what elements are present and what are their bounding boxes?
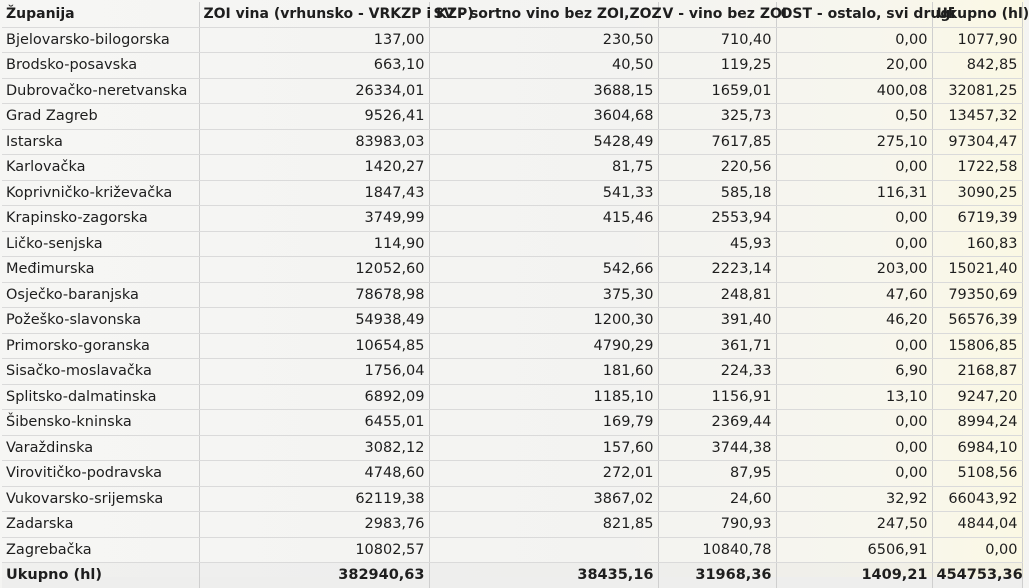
value-cell[interactable]: 137,00 bbox=[199, 27, 429, 53]
county-cell[interactable]: Vukovarsko-srijemska bbox=[2, 486, 199, 512]
value-cell[interactable]: 542,66 bbox=[429, 257, 658, 283]
value-cell[interactable]: 47,60 bbox=[776, 282, 932, 308]
value-cell[interactable]: 46,20 bbox=[776, 308, 932, 334]
value-cell[interactable]: 2983,76 bbox=[199, 512, 429, 538]
value-cell[interactable]: 230,50 bbox=[429, 27, 658, 53]
county-cell[interactable]: Zagrebačka bbox=[2, 537, 199, 563]
value-cell[interactable]: 8994,24 bbox=[932, 410, 1022, 436]
table-row bbox=[2, 435, 1022, 461]
value-cell[interactable]: 1722,58 bbox=[932, 155, 1022, 181]
header-row bbox=[2, 2, 1022, 27]
table-row bbox=[2, 486, 1022, 512]
value-cell[interactable]: 45,93 bbox=[658, 231, 776, 257]
value-cell[interactable]: 3749,99 bbox=[199, 206, 429, 232]
value-cell[interactable]: 160,83 bbox=[932, 231, 1022, 257]
county-cell[interactable]: Istarska bbox=[2, 129, 199, 155]
value-cell[interactable]: 114,90 bbox=[199, 231, 429, 257]
table-row bbox=[2, 384, 1022, 410]
county-cell[interactable]: Međimurska bbox=[2, 257, 199, 283]
value-cell[interactable]: 6455,01 bbox=[199, 410, 429, 436]
value-cell[interactable]: 1659,01 bbox=[658, 78, 776, 104]
table-row bbox=[2, 512, 1022, 538]
value-cell[interactable]: 1156,91 bbox=[658, 384, 776, 410]
county-cell[interactable]: Virovitičko-podravska bbox=[2, 461, 199, 487]
column-header[interactable]: V - vino bez ZOI bbox=[658, 2, 776, 27]
county-cell[interactable]: Brodsko-posavska bbox=[2, 53, 199, 79]
value-cell[interactable]: 203,00 bbox=[776, 257, 932, 283]
value-cell[interactable]: 83983,03 bbox=[199, 129, 429, 155]
value-cell[interactable]: 1185,10 bbox=[429, 384, 658, 410]
wine-production-table bbox=[2, 2, 1029, 588]
value-cell[interactable]: 6719,39 bbox=[932, 206, 1022, 232]
value-cell[interactable] bbox=[429, 231, 658, 257]
value-cell[interactable]: 9247,20 bbox=[932, 384, 1022, 410]
table-row bbox=[2, 27, 1022, 53]
value-cell[interactable]: 2553,94 bbox=[658, 206, 776, 232]
county-cell[interactable]: Grad Zagreb bbox=[2, 104, 199, 130]
table-row bbox=[2, 410, 1022, 436]
value-cell[interactable]: 3090,25 bbox=[932, 180, 1022, 206]
table-row bbox=[2, 461, 1022, 487]
value-cell[interactable]: 400,08 bbox=[776, 78, 932, 104]
value-cell[interactable]: 0,50 bbox=[776, 104, 932, 130]
value-cell[interactable]: 66043,92 bbox=[932, 486, 1022, 512]
value-cell[interactable]: 3744,38 bbox=[658, 435, 776, 461]
value-cell[interactable]: 54938,49 bbox=[199, 308, 429, 334]
value-cell[interactable]: 6,90 bbox=[776, 359, 932, 385]
table-row bbox=[2, 129, 1022, 155]
value-cell[interactable]: 116,31 bbox=[776, 180, 932, 206]
value-cell[interactable]: 1077,90 bbox=[932, 27, 1022, 53]
value-cell[interactable]: 10840,78 bbox=[658, 537, 776, 563]
value-cell[interactable]: 6984,10 bbox=[932, 435, 1022, 461]
county-cell[interactable]: Varaždinska bbox=[2, 435, 199, 461]
column-header[interactable]: Županija bbox=[2, 2, 199, 27]
value-cell[interactable] bbox=[429, 537, 658, 563]
value-cell[interactable]: 275,10 bbox=[776, 129, 932, 155]
county-cell[interactable]: Šibensko-kninska bbox=[2, 410, 199, 436]
table-row bbox=[2, 53, 1022, 79]
value-cell[interactable]: 169,79 bbox=[429, 410, 658, 436]
table-row bbox=[2, 104, 1022, 130]
value-cell[interactable]: 0,00 bbox=[776, 435, 932, 461]
column-header[interactable]: OST - ostalo, svi drugi bbox=[776, 2, 932, 27]
county-cell[interactable]: Splitsko-dalmatinska bbox=[2, 384, 199, 410]
value-cell[interactable]: 0,00 bbox=[776, 461, 932, 487]
value-cell[interactable]: 391,40 bbox=[658, 308, 776, 334]
value-cell[interactable]: 0,00 bbox=[932, 537, 1022, 563]
value-cell[interactable]: 15806,85 bbox=[932, 333, 1022, 359]
value-cell[interactable]: 81,75 bbox=[429, 155, 658, 181]
value-cell[interactable]: 0,00 bbox=[776, 155, 932, 181]
value-cell[interactable]: 3867,02 bbox=[429, 486, 658, 512]
value-cell[interactable]: 5108,56 bbox=[932, 461, 1022, 487]
total-cell[interactable]: 454753,36 bbox=[932, 563, 1022, 588]
county-cell[interactable]: Zadarska bbox=[2, 512, 199, 538]
value-cell[interactable]: 15021,40 bbox=[932, 257, 1022, 283]
value-cell[interactable]: 32081,25 bbox=[932, 78, 1022, 104]
value-cell[interactable]: 40,50 bbox=[429, 53, 658, 79]
table-row bbox=[2, 282, 1022, 308]
value-cell[interactable]: 325,73 bbox=[658, 104, 776, 130]
value-cell[interactable]: 663,10 bbox=[199, 53, 429, 79]
total-cell[interactable]: 382940,63 bbox=[199, 563, 429, 588]
value-cell[interactable]: 541,33 bbox=[429, 180, 658, 206]
value-cell[interactable]: 12052,60 bbox=[199, 257, 429, 283]
value-cell[interactable]: 4790,29 bbox=[429, 333, 658, 359]
value-cell[interactable]: 56576,39 bbox=[932, 308, 1022, 334]
table-row bbox=[2, 231, 1022, 257]
value-cell[interactable]: 3604,68 bbox=[429, 104, 658, 130]
value-cell[interactable]: 710,40 bbox=[658, 27, 776, 53]
county-cell[interactable]: Bjelovarsko-bilogorska bbox=[2, 27, 199, 53]
value-cell[interactable]: 224,33 bbox=[658, 359, 776, 385]
table-row bbox=[2, 537, 1022, 563]
value-cell[interactable]: 1847,43 bbox=[199, 180, 429, 206]
total-row bbox=[2, 563, 1022, 588]
value-cell[interactable]: 6506,91 bbox=[776, 537, 932, 563]
table-row bbox=[2, 308, 1022, 334]
total-cell[interactable]: 31968,36 bbox=[658, 563, 776, 588]
value-cell[interactable]: 248,81 bbox=[658, 282, 776, 308]
value-cell[interactable]: 0,00 bbox=[776, 333, 932, 359]
value-cell[interactable]: 790,93 bbox=[658, 512, 776, 538]
value-cell[interactable]: 181,60 bbox=[429, 359, 658, 385]
value-cell[interactable]: 2168,87 bbox=[932, 359, 1022, 385]
value-cell[interactable]: 1200,30 bbox=[429, 308, 658, 334]
value-cell[interactable]: 13,10 bbox=[776, 384, 932, 410]
value-cell[interactable]: 79350,69 bbox=[932, 282, 1022, 308]
value-cell[interactable]: 1420,27 bbox=[199, 155, 429, 181]
value-cell[interactable]: 0,00 bbox=[776, 27, 932, 53]
value-cell[interactable]: 361,71 bbox=[658, 333, 776, 359]
value-cell[interactable]: 821,85 bbox=[429, 512, 658, 538]
value-cell[interactable]: 2223,14 bbox=[658, 257, 776, 283]
value-cell[interactable]: 7617,85 bbox=[658, 129, 776, 155]
table-row bbox=[2, 180, 1022, 206]
total-cell[interactable]: 38435,16 bbox=[429, 563, 658, 588]
value-cell[interactable]: 119,25 bbox=[658, 53, 776, 79]
value-cell[interactable]: 157,60 bbox=[429, 435, 658, 461]
value-cell[interactable]: 24,60 bbox=[658, 486, 776, 512]
value-cell[interactable]: 1756,04 bbox=[199, 359, 429, 385]
value-cell[interactable]: 26334,01 bbox=[199, 78, 429, 104]
value-cell[interactable]: 20,00 bbox=[776, 53, 932, 79]
value-cell[interactable]: 62119,38 bbox=[199, 486, 429, 512]
table-row bbox=[2, 206, 1022, 232]
column-header[interactable]: Ukupno (hl) bbox=[932, 2, 1022, 27]
county-cell[interactable]: Ličko-senjska bbox=[2, 231, 199, 257]
value-cell[interactable]: 247,50 bbox=[776, 512, 932, 538]
column-header[interactable]: SV - sortno vino bez ZOI,ZOZ bbox=[429, 2, 658, 27]
value-cell[interactable]: 10654,85 bbox=[199, 333, 429, 359]
value-cell[interactable]: 842,85 bbox=[932, 53, 1022, 79]
value-cell[interactable]: 2369,44 bbox=[658, 410, 776, 436]
value-cell[interactable]: 10802,57 bbox=[199, 537, 429, 563]
value-cell[interactable]: 375,30 bbox=[429, 282, 658, 308]
value-cell[interactable]: 97304,47 bbox=[932, 129, 1022, 155]
total-label[interactable]: Ukupno (hl) bbox=[2, 563, 199, 588]
value-cell[interactable]: 272,01 bbox=[429, 461, 658, 487]
column-header[interactable]: ZOI vina (vrhunsko - VRKZP i KZP) bbox=[199, 2, 429, 27]
value-cell[interactable]: 3082,12 bbox=[199, 435, 429, 461]
table-row bbox=[2, 257, 1022, 283]
value-cell[interactable]: 6892,09 bbox=[199, 384, 429, 410]
table-row bbox=[2, 78, 1022, 104]
table-row bbox=[2, 359, 1022, 385]
value-cell[interactable]: 0,00 bbox=[776, 410, 932, 436]
county-cell[interactable]: Primorsko-goranska bbox=[2, 333, 199, 359]
county-cell[interactable]: Sisačko-moslavačka bbox=[2, 359, 199, 385]
value-cell[interactable]: 5428,49 bbox=[429, 129, 658, 155]
value-cell[interactable]: 585,18 bbox=[658, 180, 776, 206]
value-cell[interactable]: 78678,98 bbox=[199, 282, 429, 308]
county-cell[interactable]: Koprivničko-križevačka bbox=[2, 180, 199, 206]
value-cell[interactable]: 0,00 bbox=[776, 206, 932, 232]
table-row bbox=[2, 155, 1022, 181]
value-cell[interactable]: 220,56 bbox=[658, 155, 776, 181]
value-cell[interactable]: 4748,60 bbox=[199, 461, 429, 487]
value-cell[interactable]: 3688,15 bbox=[429, 78, 658, 104]
county-cell[interactable]: Karlovačka bbox=[2, 155, 199, 181]
value-cell[interactable]: 415,46 bbox=[429, 206, 658, 232]
value-cell[interactable]: 0,00 bbox=[776, 231, 932, 257]
county-cell[interactable]: Dubrovačko-neretvanska bbox=[2, 78, 199, 104]
value-cell[interactable]: 9526,41 bbox=[199, 104, 429, 130]
value-cell[interactable]: 13457,32 bbox=[932, 104, 1022, 130]
value-cell[interactable]: 32,92 bbox=[776, 486, 932, 512]
table-row bbox=[2, 333, 1022, 359]
value-cell[interactable]: 87,95 bbox=[658, 461, 776, 487]
county-cell[interactable]: Osječko-baranjska bbox=[2, 282, 199, 308]
value-cell[interactable]: 4844,04 bbox=[932, 512, 1022, 538]
total-cell[interactable]: 1409,21 bbox=[776, 563, 932, 588]
county-cell[interactable]: Požeško-slavonska bbox=[2, 308, 199, 334]
county-cell[interactable]: Krapinsko-zagorska bbox=[2, 206, 199, 232]
